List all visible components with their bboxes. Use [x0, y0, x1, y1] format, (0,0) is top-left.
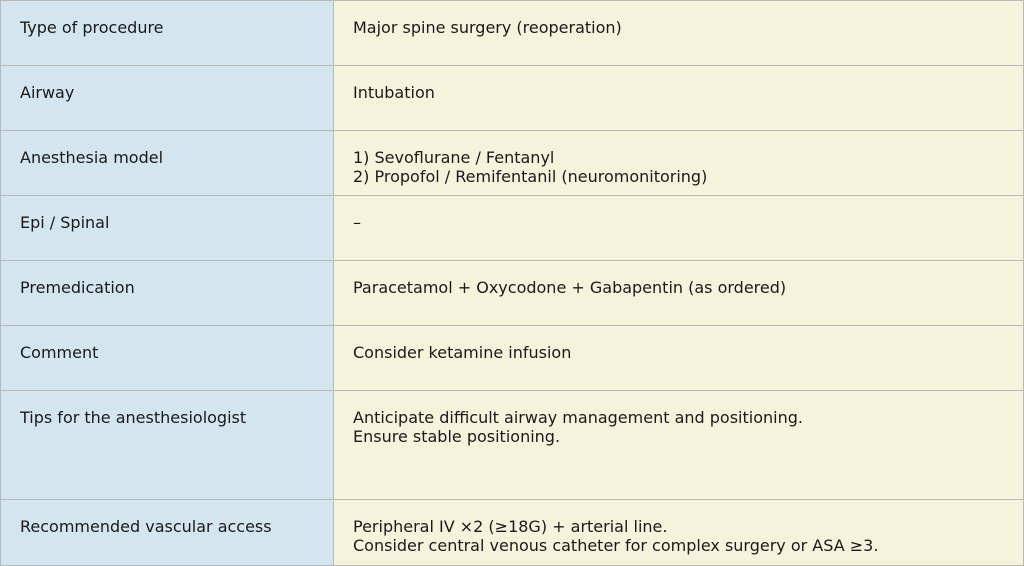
- value-line: Consider central venous catheter for complex surgery or ASA ≥3.: [353, 536, 879, 555]
- table-row-tips: [1, 391, 1024, 500]
- row-label: Comment: [1, 326, 334, 391]
- row-label: Airway: [1, 66, 334, 131]
- table-row-premedication: [1, 261, 1024, 326]
- table-row-epi-spinal: [1, 196, 1024, 261]
- value-line: 2) Propofol / Remifentanil (neuromonitoring): [353, 167, 708, 186]
- row-value: [334, 500, 1024, 566]
- value-line: 1) Sevoflurane / Fentanyl: [353, 148, 555, 167]
- value-line: Anticipate difficult airway management and positioning.: [353, 408, 803, 427]
- row-value: [334, 261, 1024, 326]
- row-value: [334, 131, 1024, 196]
- row-value: [334, 391, 1024, 500]
- value-line: Major spine surgery (reoperation): [353, 18, 622, 37]
- row-label: Premedication: [1, 261, 334, 326]
- value-line: –: [353, 213, 361, 232]
- row-value: [334, 1, 1024, 66]
- row-label: Recommended vascular access: [1, 500, 334, 566]
- table-row-airway: [1, 66, 1024, 131]
- value-line: Ensure stable positioning.: [353, 427, 561, 446]
- row-value: [334, 326, 1024, 391]
- table-row-comment: [1, 326, 1024, 391]
- table-row-type-of-procedure: [1, 1, 1024, 66]
- value-line: Consider ketamine infusion: [353, 343, 572, 362]
- value-line: Intubation: [353, 83, 435, 102]
- row-label: Type of procedure: [1, 1, 334, 66]
- table-row-anesthesia-model: [1, 131, 1024, 196]
- value-line: Peripheral IV ×2 (≥18G) + arterial line.: [353, 517, 668, 536]
- row-value: [334, 196, 1024, 261]
- row-label: Anesthesia model: [1, 131, 334, 196]
- row-label: Epi / Spinal: [1, 196, 334, 261]
- table-row-vascular-access: [1, 500, 1024, 566]
- row-value: [334, 66, 1024, 131]
- row-label: Tips for the anesthesiologist: [1, 391, 334, 500]
- value-line: Paracetamol + Oxycodone + Gabapentin (as ordered): [353, 278, 787, 297]
